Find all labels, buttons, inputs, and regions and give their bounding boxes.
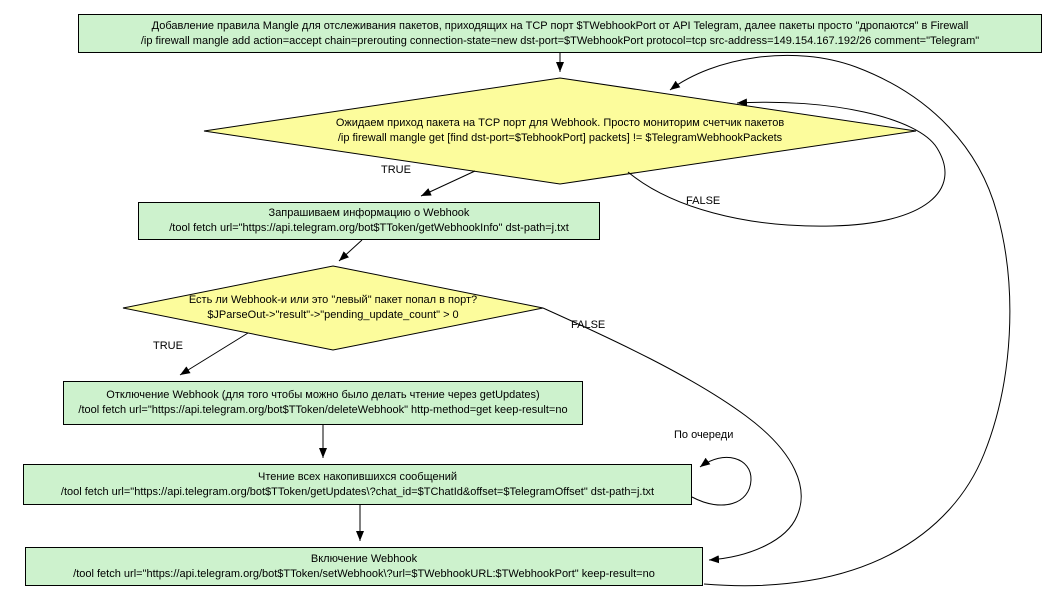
edge-label-check-false: FALSE [571, 319, 606, 331]
node-delete-webhook-title: Отключение Webhook (для того чтобы можно было делать чтение через getUpdates) [106, 389, 540, 401]
edge-wait-true-to-get-info [421, 171, 475, 196]
node-add-mangle-rule [78, 14, 1042, 53]
edge-check-false-to-set-hook [543, 308, 801, 560]
node-delete-webhook-command: /tool fetch url="https://api.telegram.org/bot$TToken/deleteWebhook" http-method=get keep-result=no [78, 404, 568, 416]
edge-label-wait-true: TRUE [381, 164, 411, 176]
decision-wait-packet-command: /ip firewall mangle get [find dst-port=$TebhookPort] packets] != $TelegramWebhookPackets [337, 132, 783, 144]
decision-wait-packet-shape [204, 78, 916, 184]
edge-label-read-loop: По очереди [674, 429, 734, 441]
decision-check-pending-title: Есть ли Webhook-и или это "левый" пакет попал в порт? [188, 294, 478, 306]
node-read-updates-title: Чтение всех накопившихся сообщений [257, 470, 458, 483]
edge-check-true-to-delete [180, 333, 248, 375]
node-set-webhook-command: /tool fetch url="https://api.telegram.org/bot$TToken/setWebhook\?url=$TWebhookURL:$TWebhookPort" keep-result=no [73, 567, 655, 580]
edge-read-self-loop [692, 457, 751, 505]
node-get-webhook-info-command: /tool fetch url="https://api.telegram.org/bot$TToken/getWebhookInfo" dst-path=j.txt [169, 222, 569, 234]
decision-check-pending-shape [123, 266, 543, 350]
node-get-webhook-info-title: Запрашиваем информацию о Webhook [268, 207, 470, 219]
edge-label-check-true: TRUE [153, 340, 183, 352]
edge-get-info-to-check [339, 240, 362, 261]
node-set-webhook [25, 547, 703, 586]
decision-wait-packet-title: Ожидаем приход пакета на TCP порт для Webhook. Просто мониторим счетчик пакетов [335, 117, 785, 129]
node-get-webhook-info [138, 202, 600, 240]
edge-label-wait-false: FALSE [686, 195, 721, 207]
decision-check-pending-command: $JParseOut->"result"->"pending_update_count" > 0 [207, 309, 459, 321]
node-add-mangle-rule-title: Добавление правила Mangle для отслеживания пакетов, приходящих на TCP порт $TWebhookPort от API Telegram, далее пакеты просто "дропаются" в Firewall [151, 19, 969, 32]
node-read-updates [23, 464, 692, 505]
node-set-webhook-title: Включение Webhook [310, 552, 418, 565]
node-read-updates-command: /tool fetch url="https://api.telegram.org/bot$TToken/getUpdates\?chat_id=$TChatId&offset=$TelegramOffset" dst-path=j.txt [60, 485, 655, 498]
node-add-mangle-rule-command: /ip firewall mangle add action=accept chain=prerouting connection-state=new dst-port=$TWebhookPort protocol=tcp src-address=149.154.167.192/26 comment="Telegram" [140, 34, 980, 47]
node-delete-webhook [63, 381, 583, 425]
